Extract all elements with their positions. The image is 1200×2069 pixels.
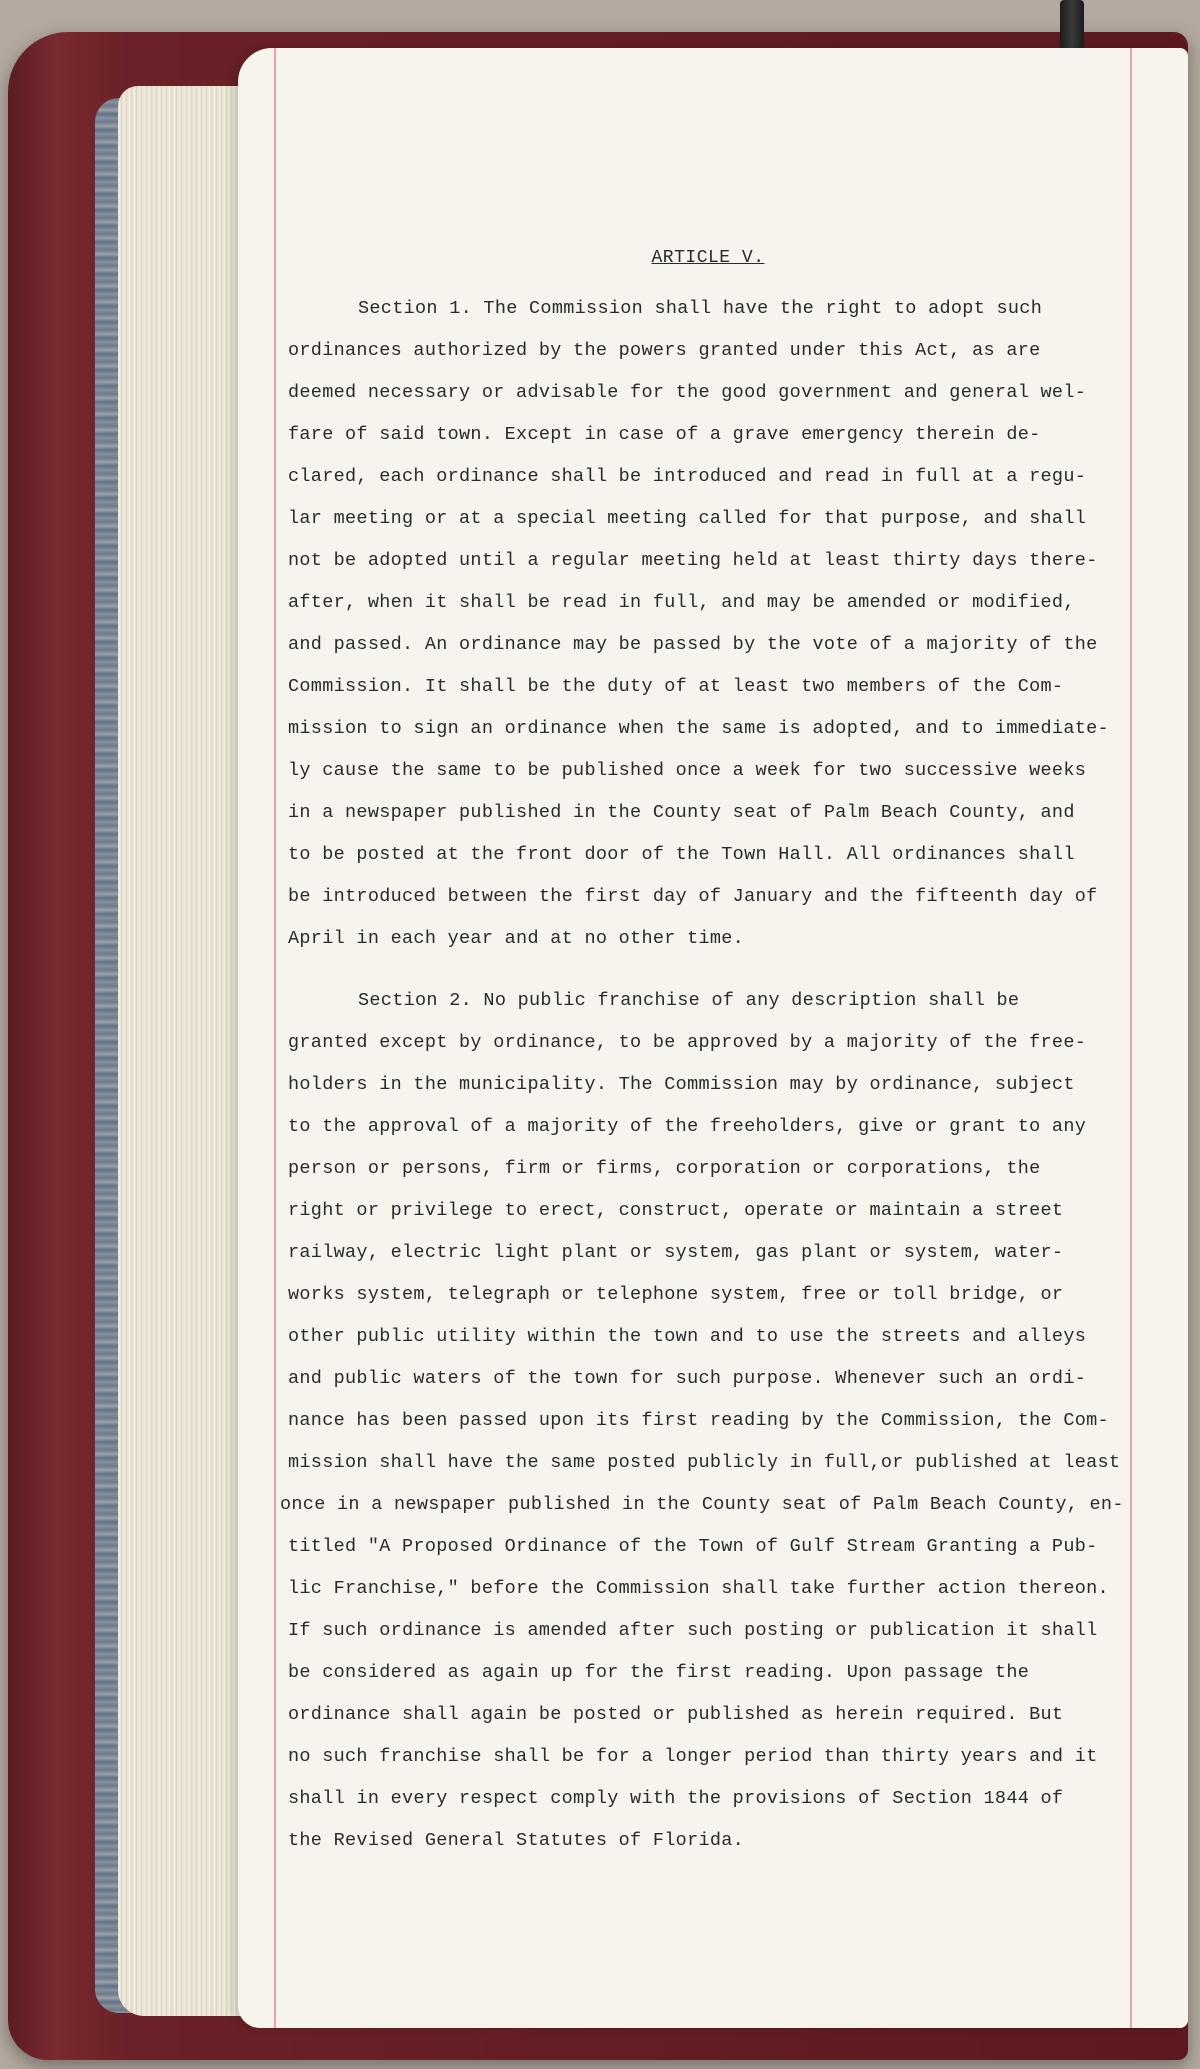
text-line: holders in the municipality. The Commission may by ordinance, subject [288, 1074, 1075, 1095]
text-line: titled "A Proposed Ordinance of the Town of Gulf Stream Granting a Pub- [288, 1536, 1098, 1557]
text-line: If such ordinance is amended after such posting or publication it shall [288, 1620, 1098, 1641]
text-line: shall in every respect comply with the provisions of Section 1844 of [288, 1788, 1064, 1809]
text-line: the Revised General Statutes of Florida. [288, 1830, 745, 1851]
text-line: be introduced between the first day of January and the fifteenth day of [288, 886, 1098, 907]
text-line: ly cause the same to be published once a week for two successive weeks [288, 760, 1087, 781]
text-line: Section 1. The Commission shall have the right to adopt such [358, 298, 1043, 319]
text-line: not be adopted until a regular meeting held at least thirty days there- [288, 550, 1098, 571]
text-line: once in a newspaper published in the County seat of Palm Beach County, en- [280, 1494, 1124, 1515]
text-line: works system, telegraph or telephone system, free or toll bridge, or [288, 1284, 1064, 1305]
text-line: nance has been passed upon its first reading by the Commission, the Com- [288, 1410, 1109, 1431]
text-line: to be posted at the front door of the Town Hall. All ordinances shall [288, 844, 1075, 865]
text-line: to the approval of a majority of the freeholders, give or grant to any [288, 1116, 1087, 1137]
text-line: and passed. An ordinance may be passed by the vote of a majority of the [288, 634, 1098, 655]
text-line: mission to sign an ordinance when the same is adopted, and to immediate- [288, 718, 1109, 739]
text-line: mission shall have the same posted publicly in full,or published at least [288, 1452, 1121, 1473]
text-line: Section 2. No public franchise of any description shall be [358, 990, 1020, 1011]
text-line: no such franchise shall be for a longer period than thirty years and it [288, 1746, 1098, 1767]
left-margin-rule [274, 48, 276, 2028]
text-line: lar meeting or at a special meeting called for that purpose, and shall [288, 508, 1087, 529]
text-line: clared, each ordinance shall be introduced and read in full at a regu- [288, 466, 1087, 487]
text-line: Commission. It shall be the duty of at least two members of the Com- [288, 676, 1064, 697]
text-line: April in each year and at no other time. [288, 928, 745, 949]
ledger-page [238, 48, 1188, 2028]
right-margin-rule [1130, 48, 1132, 2028]
text-line: other public utility within the town and to use the streets and alleys [288, 1326, 1087, 1347]
text-line: lic Franchise," before the Commission shall take further action thereon. [288, 1578, 1109, 1599]
text-line: and public waters of the town for such purpose. Whenever such an ordi- [288, 1368, 1087, 1389]
text-line: deemed necessary or advisable for the good government and general wel- [288, 382, 1087, 403]
text-line: after, when it shall be read in full, and may be amended or modified, [288, 592, 1075, 613]
text-line: person or persons, firm or firms, corporation or corporations, the [288, 1158, 1041, 1179]
text-line: ordinances authorized by the powers granted under this Act, as are [288, 340, 1041, 361]
text-line: in a newspaper published in the County seat of Palm Beach County, and [288, 802, 1075, 823]
text-line: be considered as again up for the first reading. Upon passage the [288, 1662, 1030, 1683]
text-line: right or privilege to erect, construct, operate or maintain a street [288, 1200, 1064, 1221]
text-line: railway, electric light plant or system, gas plant or system, water- [288, 1242, 1064, 1263]
text-line: ordinance shall again be posted or published as herein required. But [288, 1704, 1064, 1725]
text-line: granted except by ordinance, to be approved by a majority of the free- [288, 1032, 1087, 1053]
article-title: ARTICLE V. [651, 248, 765, 268]
text-line: fare of said town. Except in case of a grave emergency therein de- [288, 424, 1041, 445]
